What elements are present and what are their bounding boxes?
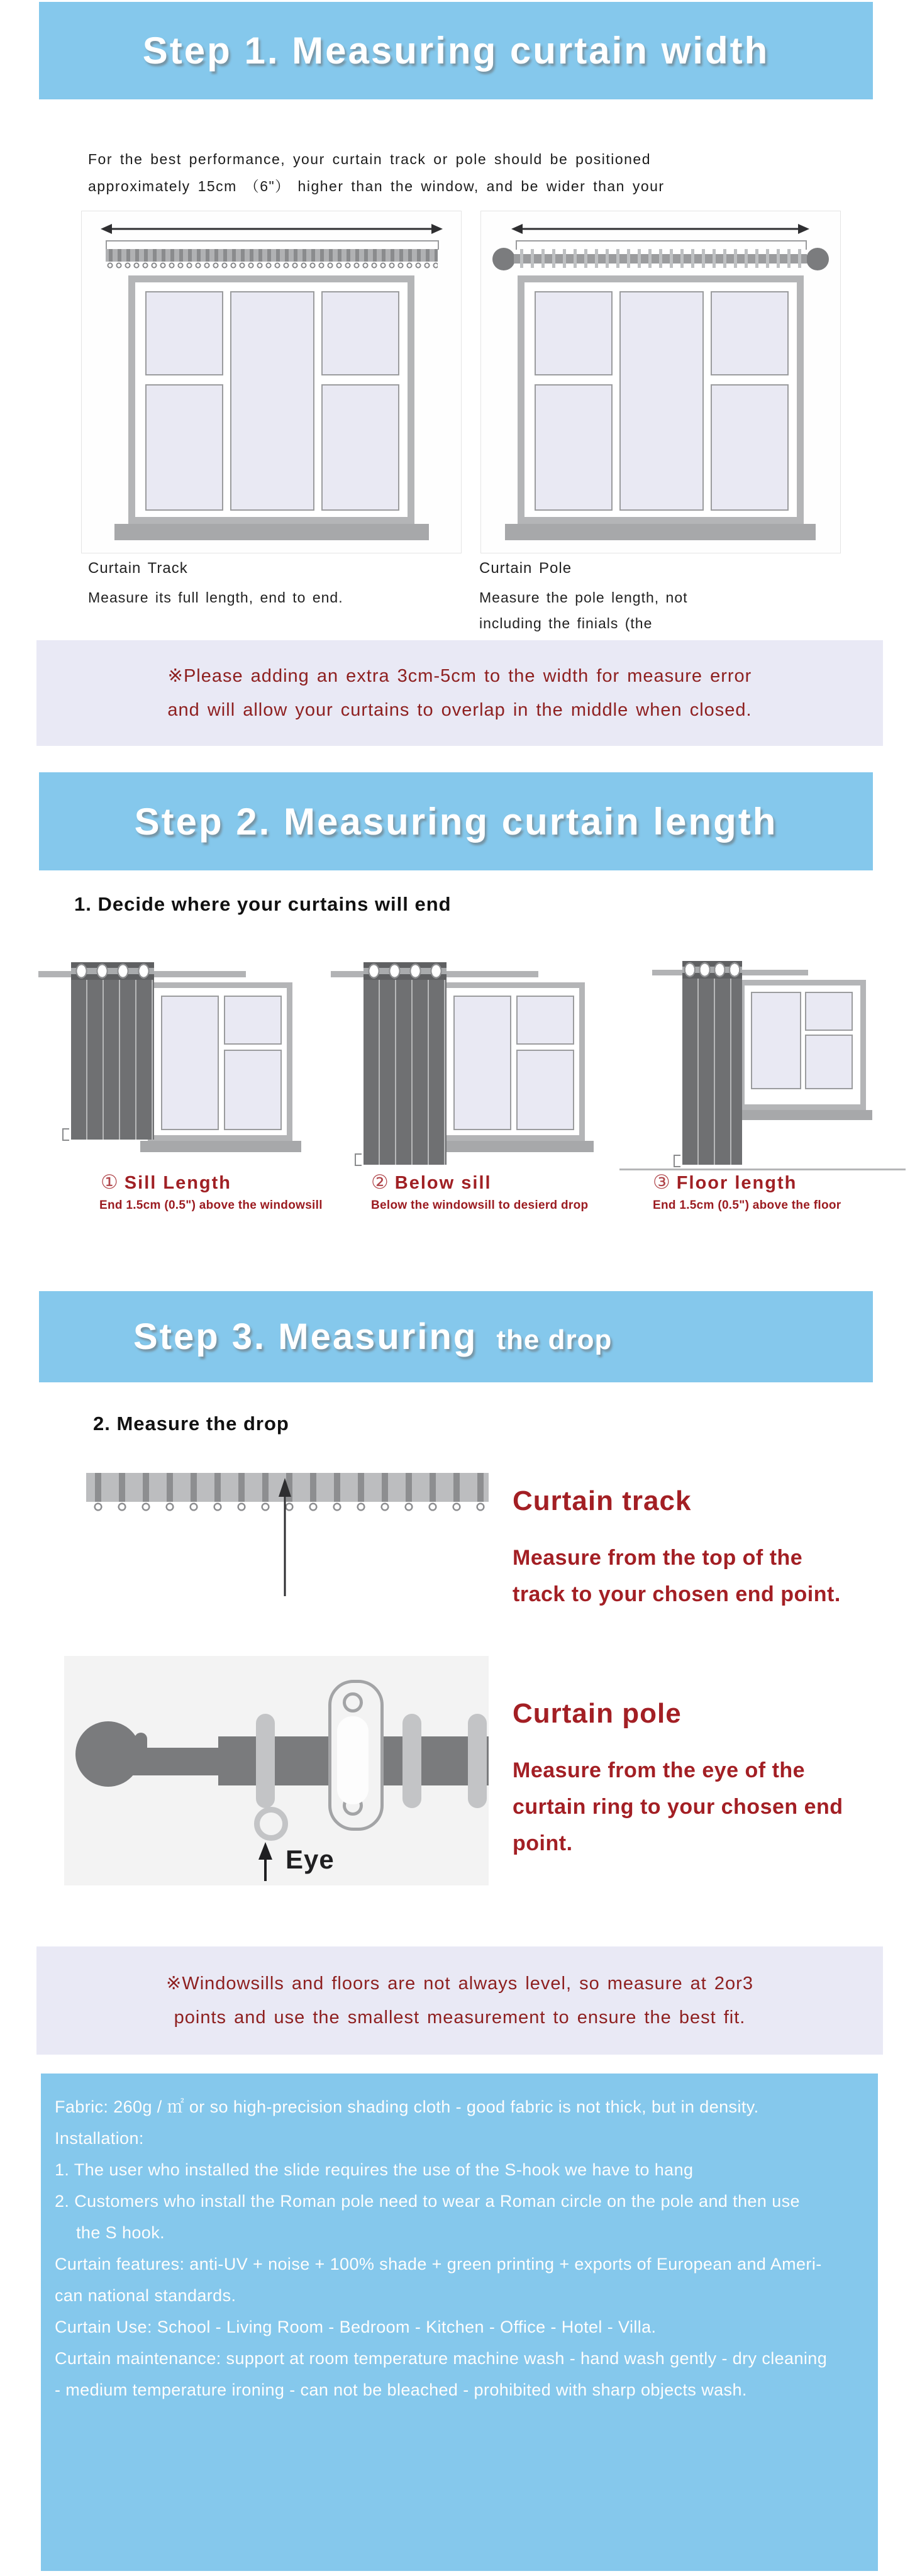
option2-text: Below sill — [394, 1173, 492, 1193]
track-hooks — [106, 262, 438, 269]
info-line: Curtain maintenance: support at room temperature machine wash - hand wash gently - dry cleaning — [55, 2349, 828, 2368]
ring-eye — [254, 1807, 288, 1841]
step2-title: Step 2. Measuring curtain length — [134, 800, 778, 843]
curtain-pole-diagram — [480, 211, 841, 553]
option1-desc: End 1.5cm (0.5") above the windowsill — [99, 1199, 323, 1212]
step3-title-sub: the drop — [496, 1324, 613, 1355]
option1-text: Sill Length — [124, 1173, 232, 1193]
option3-text: Floor length — [676, 1173, 797, 1193]
pole-finial — [492, 248, 515, 270]
info-line: the S hook. — [76, 2223, 165, 2242]
option1-label — [101, 1171, 231, 1194]
measure-mark-icon — [674, 1155, 680, 1167]
step2-banner — [39, 772, 873, 870]
option1-number: ① — [101, 1171, 118, 1193]
option2-number: ② — [371, 1171, 389, 1193]
track-caption-title: Curtain Track — [88, 560, 188, 577]
up-arrow-icon — [277, 1477, 293, 1599]
track-closeup-title: Curtain track — [513, 1485, 692, 1516]
step1-intro-line1: For the best performance, your curtain track or pole should be positioned — [88, 151, 652, 167]
pole-text-line: point. — [513, 1831, 573, 1855]
track-text-line: track to your chosen end point. — [513, 1582, 841, 1606]
info-line: 2. Customers who install the Roman pole need to wear a Roman circle on the pole and then use — [55, 2192, 800, 2211]
grommet-band — [71, 962, 154, 980]
pole-text-line: curtain ring to your chosen end — [513, 1795, 843, 1819]
info-line: can national standards. — [55, 2286, 236, 2305]
window-pane — [145, 384, 223, 511]
window-pane — [453, 996, 511, 1130]
window-pane — [224, 996, 282, 1045]
note-line: ※Please adding an extra 3cm-5cm to the width for measure error — [167, 666, 752, 686]
window-pane — [161, 996, 219, 1130]
step1-banner — [39, 2, 873, 99]
curtain-ring — [256, 1714, 275, 1808]
option3-label — [653, 1171, 797, 1194]
window-frame — [440, 982, 585, 1141]
pole-finial — [806, 248, 829, 270]
window-pane — [711, 291, 789, 375]
window-frame — [128, 275, 414, 524]
eye-label: Eye — [286, 1845, 335, 1874]
option3-desc: End 1.5cm (0.5") above the floor — [653, 1199, 841, 1212]
step3-heading: 2. Measure the drop — [93, 1413, 289, 1435]
curtain-track-diagram — [81, 211, 462, 553]
track-bar — [106, 249, 438, 262]
grommets — [682, 961, 742, 979]
info-line: - medium temperature ironing - can not be bleached - prohibited with sharp objects wash. — [55, 2380, 747, 2399]
product-info-panel — [41, 2074, 878, 2571]
pole-rings — [520, 249, 801, 268]
track-closeup-text — [513, 1540, 841, 1613]
curtain — [71, 962, 154, 1140]
step1-intro-line2: approximately 15cm （6"） higher than the window, and be wider than your — [88, 178, 665, 194]
pole-closeup-title: Curtain pole — [513, 1698, 682, 1729]
curtain-ring — [468, 1714, 487, 1808]
eye-arrow-icon — [257, 1842, 274, 1882]
note-line: and will allow your curtains to overlap in the middle when closed. — [167, 700, 752, 720]
width-note — [36, 640, 883, 746]
window-pane — [535, 384, 613, 511]
pole-finial-neck — [135, 1733, 147, 1775]
pole-caption-title: Curtain Pole — [479, 560, 572, 577]
step2-heading: 1. Decide where your curtains will end — [74, 893, 452, 915]
info-line: 1. The user who installed the slide requires the use of the S-hook we have to hang — [55, 2160, 694, 2179]
step3-title-main: Step 3. Measuring — [133, 1316, 478, 1357]
window-pane — [230, 291, 314, 511]
window-pane — [805, 1035, 853, 1089]
window-frame — [148, 982, 292, 1141]
option2-label — [371, 1171, 492, 1194]
info-line: Installation: — [55, 2129, 144, 2148]
curtain — [363, 962, 447, 1165]
bracket-screw-hole — [343, 1692, 363, 1713]
window-pane — [535, 291, 613, 375]
window-sill — [731, 1110, 872, 1120]
window-sill — [114, 524, 429, 540]
pole-finial-ball — [75, 1721, 141, 1787]
measure-mark-icon — [62, 1128, 69, 1141]
note-line: points and use the smallest measurement to ensure the best fit. — [174, 2007, 746, 2028]
pole-text-line: Measure from the eye of the — [513, 1758, 806, 1782]
window-pane — [321, 291, 399, 375]
info-line: Fabric: 260g / ㎡ or so high-precision shading cloth - good fabric is not thick, but in density. — [55, 2097, 759, 2116]
info-line: Curtain Use: School - Living Room - Bedroom - Kitchen - Office - Hotel - Villa. — [55, 2318, 657, 2336]
pole-caption-line: including the finials (the — [479, 615, 653, 631]
window-pane — [619, 291, 704, 511]
pole-caption-line: Measure the pole length, not — [479, 589, 688, 606]
step3-title-group — [39, 1316, 612, 1358]
window-pane — [516, 1050, 574, 1130]
floor-line — [619, 1169, 906, 1170]
measure-bracket — [516, 240, 807, 250]
grommets — [363, 962, 447, 980]
step3-banner — [39, 1291, 873, 1382]
window-pane — [224, 1050, 282, 1130]
option3-number: ③ — [653, 1171, 670, 1193]
pole-closeup-text — [513, 1752, 843, 1862]
note-line: ※Windowsills and floors are not always level, so measure at 2or3 — [166, 1974, 753, 1994]
option2-desc: Below the windowsill to desierd drop — [371, 1199, 589, 1212]
track-text-line: Measure from the top of the — [513, 1546, 803, 1570]
grommets — [71, 962, 154, 980]
window-pane — [711, 384, 789, 511]
pole-closeup — [64, 1656, 489, 1885]
window-sill — [433, 1141, 594, 1152]
measure-bracket — [106, 240, 439, 250]
bracket-center — [337, 1716, 369, 1804]
window-pane — [145, 291, 223, 375]
window-pane — [751, 992, 801, 1089]
window-frame — [518, 275, 804, 524]
window-sill — [505, 524, 816, 540]
track-caption-line: Measure its full length, end to end. — [88, 589, 343, 606]
window-pane — [321, 384, 399, 511]
grommet-band — [363, 962, 447, 980]
window-frame — [739, 980, 866, 1110]
step1-title: Step 1. Measuring curtain width — [142, 30, 770, 72]
floor-length-diagram — [619, 943, 906, 1176]
width-arrow-icon — [510, 221, 811, 236]
measure-mark-icon — [355, 1153, 362, 1166]
window-pane — [805, 992, 853, 1031]
window-pane — [516, 996, 574, 1045]
drop-note — [36, 1946, 883, 2055]
window-sill — [140, 1141, 301, 1152]
sill-length-diagram — [35, 943, 318, 1176]
curtain-ring — [402, 1714, 421, 1808]
width-arrow-icon — [99, 221, 444, 236]
grommet-band — [682, 961, 742, 979]
curtain — [682, 961, 742, 1165]
info-line: Curtain features: anti-UV + noise + 100% shade + green printing + exports of European and Ameri- — [55, 2255, 822, 2273]
below-sill-diagram — [327, 943, 610, 1176]
